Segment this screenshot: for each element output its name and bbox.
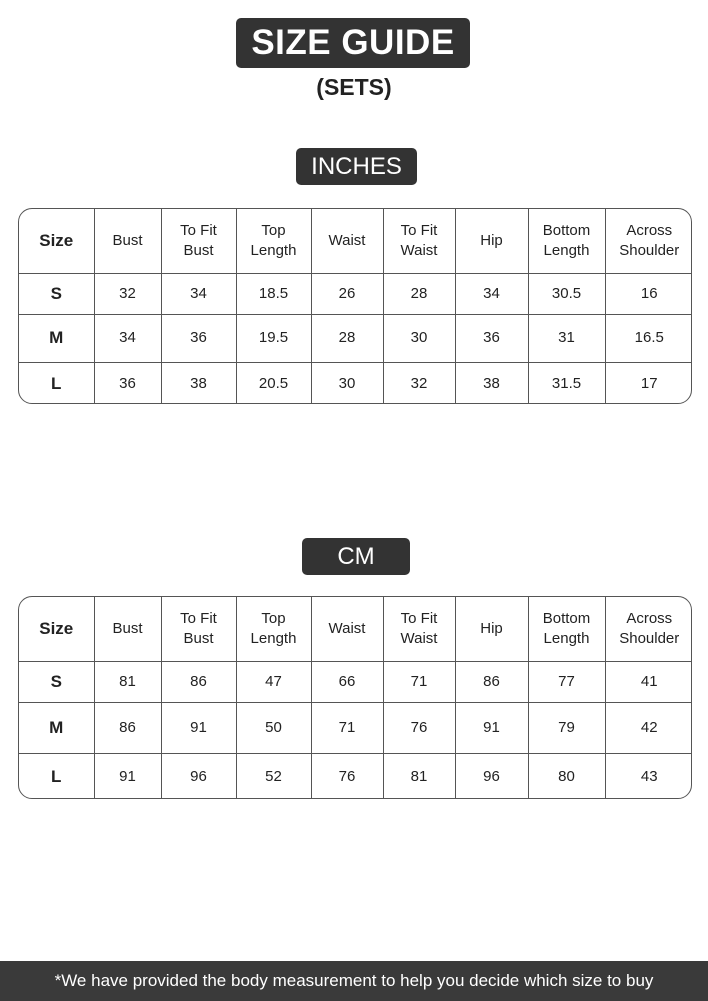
table-cell: 28 bbox=[383, 273, 455, 314]
table-row bbox=[19, 661, 692, 702]
page-subtitle: (SETS) bbox=[316, 74, 392, 100]
table-cell: 81 bbox=[383, 753, 455, 799]
table-cell: 16.5 bbox=[605, 314, 692, 362]
table-cell: 91 bbox=[94, 753, 161, 799]
size-cell: M bbox=[19, 702, 94, 753]
column-header: Bust bbox=[94, 209, 161, 273]
table-cell: 42 bbox=[605, 702, 692, 753]
table-cell: 20.5 bbox=[236, 362, 311, 404]
column-header: Size bbox=[19, 209, 94, 273]
table-cell: 86 bbox=[161, 661, 236, 702]
table-cell: 34 bbox=[455, 273, 528, 314]
size-cell: M bbox=[19, 314, 94, 362]
table-cell: 96 bbox=[455, 753, 528, 799]
inches-size-table bbox=[18, 208, 692, 404]
table-cell: 86 bbox=[455, 661, 528, 702]
column-header: Hip bbox=[455, 209, 528, 273]
table-row bbox=[19, 273, 692, 314]
table-cell: 32 bbox=[383, 362, 455, 404]
column-header: Bottom Length bbox=[528, 597, 605, 661]
size-cell: L bbox=[19, 753, 94, 799]
column-header: Top Length bbox=[236, 597, 311, 661]
table-row bbox=[19, 702, 692, 753]
column-header: Across Shoulder bbox=[605, 209, 692, 273]
column-header: To Fit Waist bbox=[383, 597, 455, 661]
size-cell: L bbox=[19, 362, 94, 404]
size-cell: S bbox=[19, 661, 94, 702]
column-header: Bottom Length bbox=[528, 209, 605, 273]
column-header: Waist bbox=[311, 597, 383, 661]
table-cell: 36 bbox=[94, 362, 161, 404]
table-cell: 71 bbox=[311, 702, 383, 753]
table-cell: 38 bbox=[455, 362, 528, 404]
table-cell: 76 bbox=[311, 753, 383, 799]
column-header: Hip bbox=[455, 597, 528, 661]
table-cell: 36 bbox=[455, 314, 528, 362]
table-cell: 79 bbox=[528, 702, 605, 753]
table-cell: 81 bbox=[94, 661, 161, 702]
table-cell: 50 bbox=[236, 702, 311, 753]
table-cell: 71 bbox=[383, 661, 455, 702]
table-cell: 38 bbox=[161, 362, 236, 404]
table-header-row bbox=[19, 597, 692, 661]
table-cell: 76 bbox=[383, 702, 455, 753]
table-cell: 86 bbox=[94, 702, 161, 753]
table-cell: 47 bbox=[236, 661, 311, 702]
table-cell: 34 bbox=[94, 314, 161, 362]
table-row bbox=[19, 753, 692, 799]
table-cell: 32 bbox=[94, 273, 161, 314]
table-row bbox=[19, 314, 692, 362]
table-cell: 96 bbox=[161, 753, 236, 799]
table-cell: 91 bbox=[161, 702, 236, 753]
table-cell: 66 bbox=[311, 661, 383, 702]
column-header: To Fit Bust bbox=[161, 209, 236, 273]
column-header: To Fit Bust bbox=[161, 597, 236, 661]
column-header: Across Shoulder bbox=[605, 597, 692, 661]
table-cell: 77 bbox=[528, 661, 605, 702]
table-cell: 30 bbox=[311, 362, 383, 404]
table-cell: 28 bbox=[311, 314, 383, 362]
table-cell: 18.5 bbox=[236, 273, 311, 314]
column-header: Bust bbox=[94, 597, 161, 661]
table-cell: 52 bbox=[236, 753, 311, 799]
table-cell: 41 bbox=[605, 661, 692, 702]
table-header-row bbox=[19, 209, 692, 273]
cm-section-label: CM bbox=[302, 538, 410, 575]
column-header: Top Length bbox=[236, 209, 311, 273]
table-cell: 34 bbox=[161, 273, 236, 314]
table-cell: 30 bbox=[383, 314, 455, 362]
table-cell: 31 bbox=[528, 314, 605, 362]
cm-size-table bbox=[18, 596, 692, 799]
table-cell: 43 bbox=[640, 767, 658, 785]
footer-note: *We have provided the body measurement to help you decide which size to buy bbox=[0, 961, 708, 1001]
table-cell: 31.5 bbox=[528, 362, 605, 404]
inches-section-label: INCHES bbox=[296, 148, 417, 185]
table-cell: 80 bbox=[528, 753, 605, 799]
table-row bbox=[19, 362, 692, 404]
size-cell: S bbox=[19, 273, 94, 314]
table-cell: 26 bbox=[311, 273, 383, 314]
table-cell: 19.5 bbox=[236, 314, 311, 362]
column-header: Waist bbox=[311, 209, 383, 273]
column-header: To Fit Waist bbox=[383, 209, 455, 273]
table-cell: 36 bbox=[161, 314, 236, 362]
table-cell: 17 bbox=[640, 374, 658, 392]
table-cell: 16 bbox=[605, 273, 692, 314]
column-header: Size bbox=[19, 597, 94, 661]
table-cell: 30.5 bbox=[528, 273, 605, 314]
table-cell: 91 bbox=[455, 702, 528, 753]
page-title: SIZE GUIDE bbox=[236, 18, 470, 68]
